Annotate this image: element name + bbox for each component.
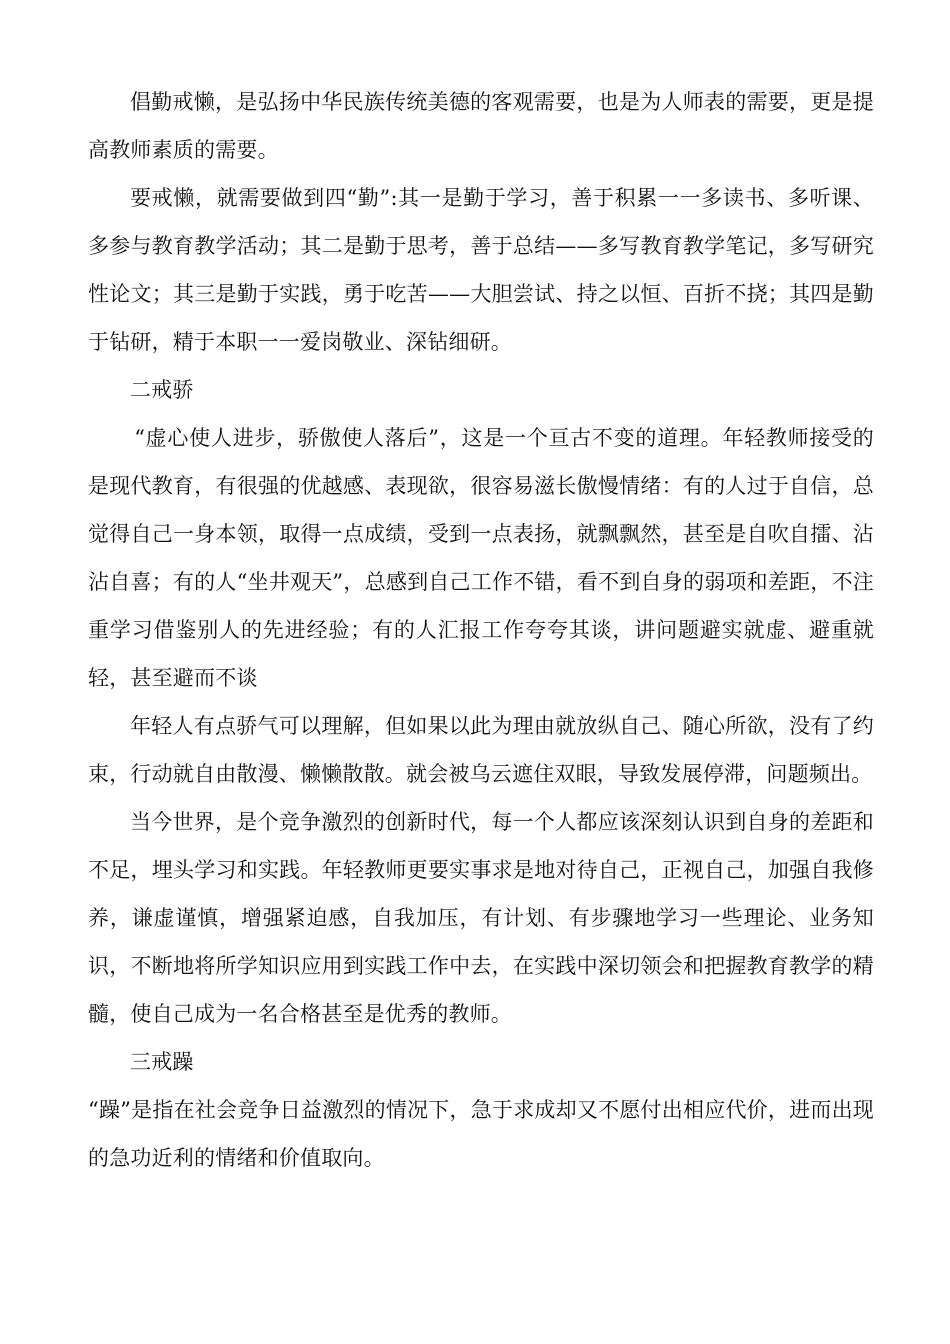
paragraph-impetuousness-definition: “躁”是指在社会竞争日益激烈的情况下，急于求成却又不愿付出相应代价，进而出现的急功近利的情绪和价值取向。: [88, 1098, 874, 1170]
paragraph-arrogance-consequence: 年轻人有点骄气可以理解，但如果以此为理由就放纵自己、随心所欲，没有了约束，行动就自由散漫、懒懒散散。就会被乌云遮住双眼，导致发展停滞，问题频出。: [88, 714, 874, 786]
paragraph-arrogance-quote: “虚心使人进步，骄傲使人落后”，这是一个亘古不变的道理。年轻教师接受的是现代教育，有很强的优越感、表现欲，很容易滋长傲慢情绪：有的人过于自信，总觉得自己一身本领，取得一点成绩，受到一点表扬，就飘飘然，甚至是自吹自擂、沾沾自喜；有的人“坐井观天”，总感到自己工作不错，看不到自身的弱项和差距，不注重学习借鉴别人的先进经验；有的人汇报工作夸夸其谈，讲问题避实就虚、避重就轻，甚至避而不谈: [88, 426, 874, 690]
paragraph-four-diligences: 要戒懒，就需要做到四“勤”:其一是勤于学习，善于积累一一多读书、多听课、多参与教育教学活动；其二是勤于思考，善于总结——多写教育教学笔记，多写研究性论文；其三是勤于实践，勇于吃苦——大胆尝试、持之以恒、百折不挠；其四是勤于钻研，精于本职一一爱岗敬业、深钻细研。: [88, 186, 874, 354]
document-page: [88, 78, 874, 1182]
section-heading-impetuousness: 三戒躁: [130, 1050, 194, 1074]
section-heading-arrogance: 二戒骄: [130, 378, 194, 402]
paragraph-diligence-intro: 倡勤戒懒，是弘扬中华民族传统美德的客观需要，也是为人师表的需要，更是提高教师素质的需要。: [88, 90, 874, 162]
paragraph-modern-world: 当今世界，是个竞争激烈的创新时代，每一个人都应该深刻认识到自身的差距和不足，埋头学习和实践。年轻教师更要实事求是地对待自己，正视自己，加强自我修养，谦虚谨慎，增强紧迫感，自我加压，有计划、有步骤地学习一些理论、业务知识，不断地将所学知识应用到实践工作中去，在实践中深切领会和把握教育教学的精髓，使自己成为一名合格甚至是优秀的教师。: [88, 810, 874, 1026]
